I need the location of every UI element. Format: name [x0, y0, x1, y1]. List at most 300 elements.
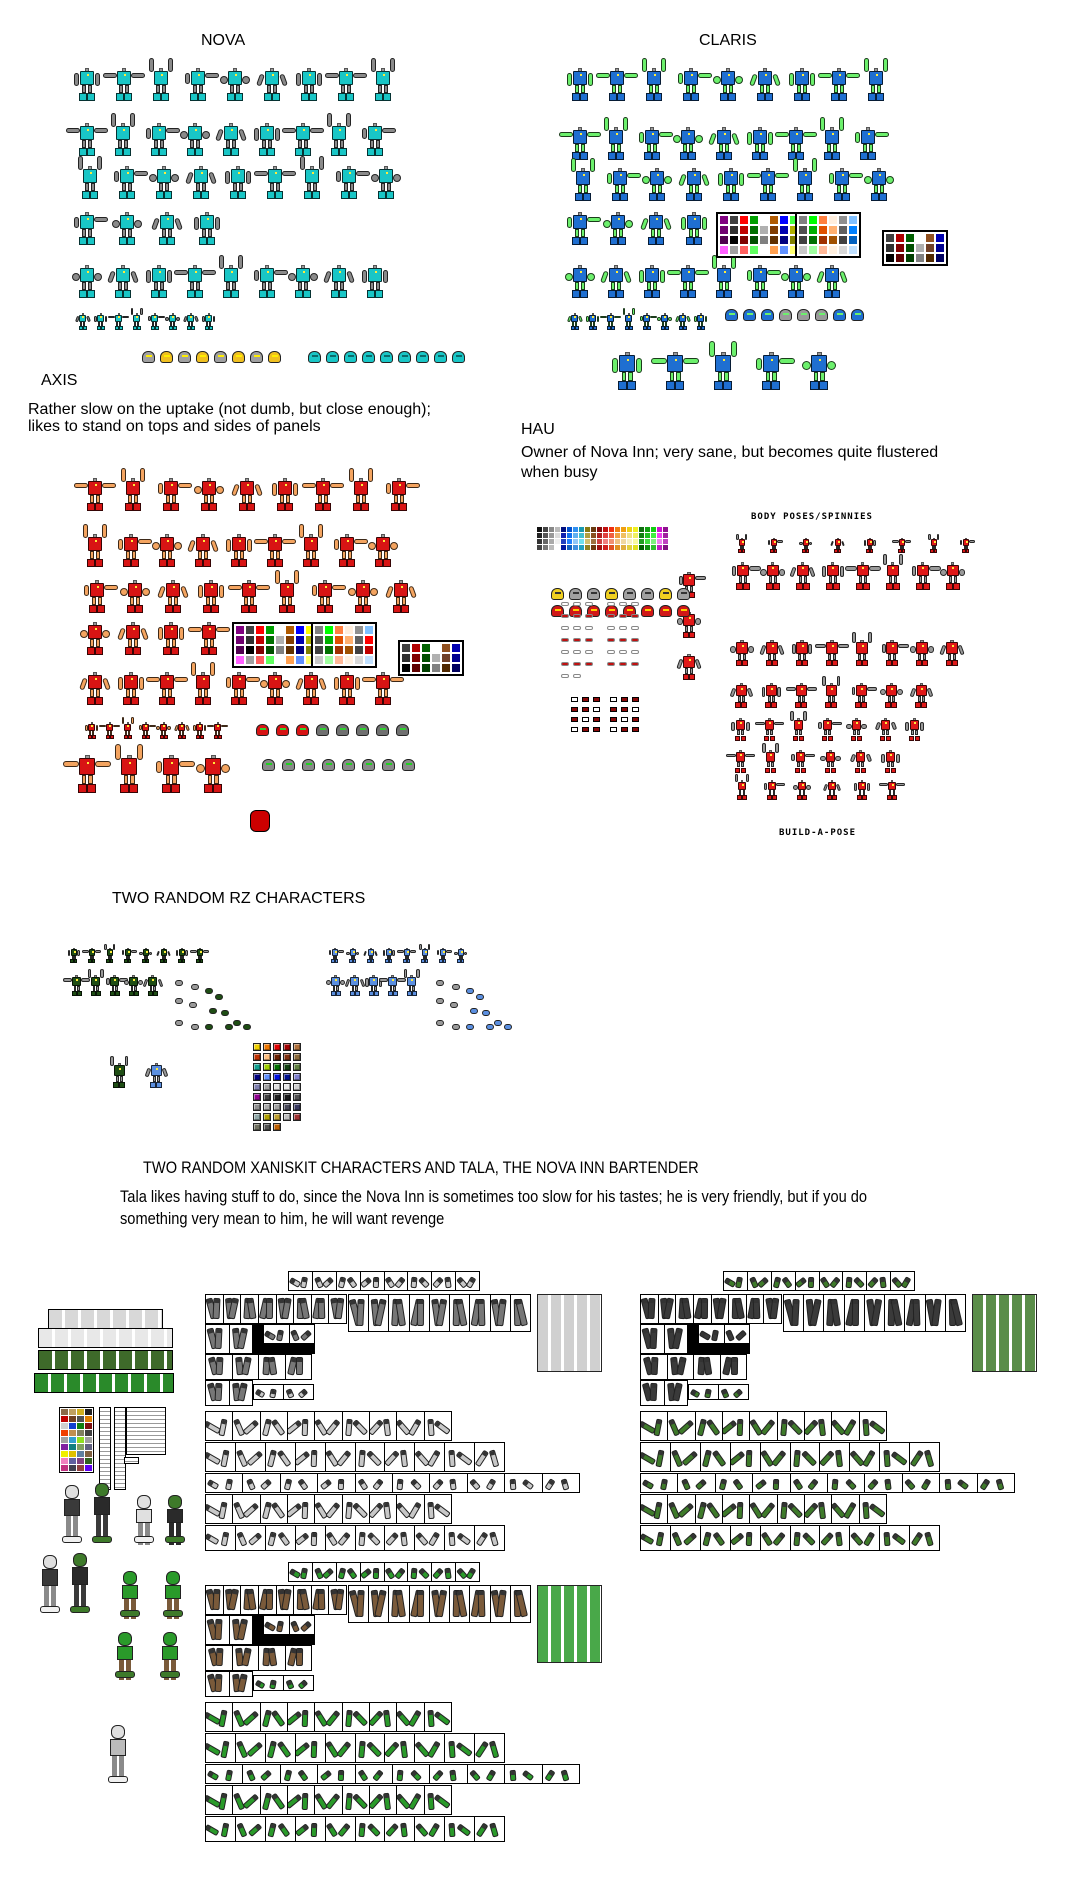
xaniskit-green-figure-alt	[165, 1495, 185, 1543]
sprite-cell	[284, 1676, 313, 1690]
sprite-cell	[791, 1526, 821, 1550]
color-swatch	[573, 545, 578, 550]
sprite-cell	[641, 1355, 668, 1379]
character-sprite	[180, 265, 210, 303]
xaniskit-white-sheet-arms-row-3	[205, 1473, 580, 1493]
color-swatch	[85, 1437, 92, 1443]
color-swatch	[906, 244, 914, 252]
character-sprite	[371, 166, 401, 204]
character-sprite	[641, 212, 671, 250]
xaniskit-white-sheet-feet-row	[253, 1384, 314, 1400]
character-sprite	[820, 750, 841, 777]
character-sprite	[730, 750, 751, 777]
xaniskit-white-sheet-arms-row-4	[205, 1494, 452, 1524]
hau-mask-sprite	[677, 588, 690, 600]
sprite-cell	[233, 1786, 260, 1814]
character-sprite	[823, 780, 841, 803]
axis-mask-sprite	[302, 759, 315, 771]
character-sprite	[346, 478, 376, 516]
character-sprite	[368, 68, 398, 106]
color-swatch	[69, 1430, 76, 1436]
color-swatch	[273, 1043, 281, 1051]
character-sprite	[673, 265, 703, 303]
character-sprite	[790, 562, 816, 594]
sprite-cell	[696, 1495, 723, 1523]
nova-title: NOVA	[201, 32, 246, 49]
color-swatch	[77, 1423, 84, 1429]
xaniskit-face-parts	[126, 1407, 166, 1455]
character-sprite	[156, 722, 171, 741]
rz-blue-part-sprite	[466, 988, 474, 994]
hau-head-sprite	[641, 605, 654, 617]
character-sprite	[294, 68, 324, 106]
color-swatch	[537, 539, 542, 544]
rz-blue-part-sprite	[476, 994, 484, 1000]
sprite-cell	[926, 1295, 946, 1331]
sprite-cell	[233, 1355, 260, 1379]
sprite-cell	[668, 1412, 695, 1440]
character-sprite	[332, 534, 362, 572]
sprite-cell	[349, 1295, 369, 1331]
color-swatch	[315, 626, 323, 634]
color-swatch	[809, 226, 817, 234]
color-swatch	[246, 636, 254, 644]
color-swatch	[886, 244, 894, 252]
nova-head-sprite	[452, 351, 465, 363]
color-swatch	[69, 1458, 76, 1464]
hau-eye-sprite	[585, 602, 593, 606]
hau-mouth-sprite	[632, 697, 639, 702]
color-swatch	[85, 1430, 92, 1436]
sprite-cell	[880, 1443, 910, 1471]
color-swatch	[273, 1083, 281, 1091]
axis-palette-3	[398, 640, 464, 676]
color-swatch	[639, 545, 644, 550]
color-swatch	[609, 545, 614, 550]
xaniskit-white-figure-2	[40, 1555, 60, 1613]
character-sprite	[72, 212, 102, 250]
hau-eye-sprite	[573, 626, 581, 630]
hau-head-sprite	[677, 605, 690, 617]
hau-eye-sprite	[607, 638, 615, 642]
color-swatch	[906, 234, 914, 242]
color-swatch	[585, 545, 590, 550]
sprite-cell	[389, 1586, 409, 1622]
xaniskit-mask-strip	[48, 1309, 163, 1329]
color-swatch	[253, 1083, 261, 1091]
sprite-cell	[778, 1412, 805, 1440]
sprite-cell	[230, 1672, 253, 1696]
sprite-cell	[206, 1495, 233, 1523]
color-swatch	[770, 216, 778, 224]
hau-mouth-sprite	[571, 697, 578, 702]
sprite-cell	[343, 1703, 370, 1731]
rz-green-part-sprite	[205, 988, 213, 994]
sprite-cell	[505, 1474, 542, 1492]
sprite-cell	[753, 1474, 790, 1492]
character-sprite	[105, 975, 125, 1000]
sprite-cell	[294, 1586, 312, 1614]
character-sprite	[875, 718, 896, 745]
character-sprite	[706, 352, 741, 396]
sprite-cell	[791, 1443, 821, 1471]
character-sprite	[827, 168, 857, 206]
character-sprite	[75, 166, 105, 204]
sprite-cell	[445, 1443, 475, 1471]
color-swatch	[585, 539, 590, 544]
sprite-cell	[721, 1355, 747, 1379]
color-swatch	[335, 646, 343, 654]
sprite-cell	[356, 1474, 393, 1492]
sprite-cell	[369, 1295, 389, 1331]
sprite-cell	[296, 1817, 326, 1841]
color-swatch	[770, 246, 778, 254]
sprite-cell	[432, 1272, 456, 1290]
character-sprite	[745, 127, 775, 165]
sprite-cell	[294, 1295, 312, 1323]
sprite-cell	[343, 1412, 370, 1440]
xaniskit-face-parts	[114, 1407, 126, 1490]
xaniskit-green-sheet-arms-row-4	[640, 1494, 887, 1524]
hau-eye-sprite	[619, 638, 627, 642]
sprite-cell	[641, 1381, 665, 1405]
color-swatch	[85, 1458, 92, 1464]
sprite-cell	[456, 1563, 479, 1581]
hau-mouth-sprite	[582, 707, 589, 712]
sprite-cell	[701, 1526, 731, 1550]
color-swatch	[819, 236, 827, 244]
color-swatch	[740, 216, 748, 224]
color-swatch	[886, 234, 894, 242]
color-swatch	[345, 646, 353, 654]
sprite-cell	[425, 1412, 451, 1440]
character-sprite	[677, 654, 701, 684]
color-swatch	[896, 254, 904, 262]
sprite-cell	[236, 1443, 266, 1471]
sprite-cell	[326, 1526, 356, 1550]
character-sprite	[152, 672, 182, 710]
color-swatch	[573, 527, 578, 532]
hau-eye-sprite	[561, 626, 569, 630]
character-sprite	[716, 168, 746, 206]
sprite-cell	[491, 1586, 511, 1622]
color-swatch	[597, 545, 602, 550]
color-swatch	[639, 539, 644, 544]
character-sprite	[386, 580, 416, 618]
character-sprite	[753, 168, 783, 206]
hau-eye-sprite	[573, 662, 581, 666]
character-sprite	[80, 478, 110, 516]
sprite-cell	[832, 1412, 859, 1440]
color-swatch	[750, 216, 758, 224]
color-swatch	[561, 539, 566, 544]
color-swatch	[263, 1043, 271, 1051]
sprite-cell	[264, 1325, 290, 1343]
sprite-cell	[393, 1474, 430, 1492]
sprite-cell	[206, 1672, 230, 1696]
sprite-cell	[312, 1295, 330, 1323]
color-swatch	[283, 1053, 291, 1061]
xaniskit-white-sheet-legs-row-2	[348, 1294, 531, 1332]
color-swatch	[936, 254, 944, 262]
character-sprite	[679, 212, 709, 250]
color-swatch	[355, 636, 363, 644]
hau-mouth-sprite	[571, 727, 578, 732]
color-swatch	[849, 236, 857, 244]
sprite-cell	[318, 1765, 355, 1783]
xaniskit-face-parts	[99, 1407, 111, 1490]
character-sprite	[194, 622, 224, 660]
color-swatch	[720, 216, 728, 224]
color-swatch	[849, 226, 857, 234]
character-sprite	[853, 780, 871, 803]
sprite-cell	[266, 1443, 296, 1471]
sprite-cell	[385, 1734, 415, 1762]
character-sprite	[730, 718, 751, 745]
rz-green-part-sprite	[191, 984, 199, 990]
color-swatch	[537, 545, 542, 550]
sprite-cell	[206, 1786, 233, 1814]
rz-blue-part-sprite	[470, 1008, 478, 1014]
character-sprite	[308, 478, 338, 516]
sprite-cell	[415, 1443, 445, 1471]
sprite-cell	[903, 1474, 940, 1492]
xaniskit-white-sheet-head-block	[537, 1294, 602, 1372]
sprite-cell	[750, 1412, 777, 1440]
xaniskit-palette	[59, 1407, 94, 1473]
sprite-cell	[470, 1586, 490, 1622]
character-sprite	[345, 975, 365, 1000]
color-swatch	[573, 533, 578, 538]
color-swatch	[663, 533, 668, 538]
character-sprite	[602, 68, 632, 106]
sprite-cell	[408, 1272, 432, 1290]
tala-sheet-legs-row-4	[263, 1615, 315, 1635]
sprite-cell	[230, 1325, 253, 1353]
hau-head-sprite	[659, 605, 672, 617]
sprite-cell	[288, 1495, 315, 1523]
sprite-cell	[543, 1765, 579, 1783]
sprite-cell	[850, 1443, 880, 1471]
nova-mask-sprite	[142, 351, 155, 363]
hau-eye-sprite	[607, 626, 615, 630]
sprite-cell	[233, 1412, 260, 1440]
color-swatch	[85, 1444, 92, 1450]
color-swatch	[283, 1063, 291, 1071]
color-swatch	[345, 656, 353, 664]
character-sprite	[257, 68, 287, 106]
hau-mouth-sprite	[593, 717, 600, 722]
color-swatch	[627, 533, 632, 538]
color-swatch	[730, 226, 738, 234]
color-swatch	[236, 626, 244, 634]
color-swatch	[432, 654, 440, 662]
color-swatch	[286, 636, 294, 644]
axis-head-sprite	[356, 724, 369, 736]
sprite-cell	[425, 1495, 451, 1523]
sprite-cell	[343, 1495, 370, 1523]
character-sprite	[637, 265, 667, 303]
sprite-cell	[415, 1817, 445, 1841]
sprite-cell	[296, 1526, 326, 1550]
xaniskit-white-sheet-legs-row-5	[205, 1354, 312, 1380]
color-swatch	[296, 656, 304, 664]
color-swatch	[273, 1113, 281, 1121]
color-swatch	[77, 1409, 84, 1415]
color-swatch	[591, 539, 596, 544]
axis-palette-1	[232, 622, 318, 668]
character-sprite	[790, 640, 814, 670]
character-sprite	[118, 478, 148, 516]
character-sprite	[220, 68, 250, 106]
tala-figure-4	[160, 1632, 180, 1678]
character-sprite	[80, 622, 110, 660]
color-swatch	[896, 244, 904, 252]
character-sprite	[149, 166, 179, 204]
sprite-cell	[719, 1385, 748, 1399]
color-swatch	[253, 1073, 261, 1081]
color-swatch	[555, 533, 560, 538]
axis-mask-sprite	[342, 759, 355, 771]
color-swatch	[286, 626, 294, 634]
character-sprite	[382, 948, 396, 965]
color-swatch	[780, 216, 788, 224]
color-swatch	[537, 533, 542, 538]
sprite-cell	[750, 1495, 777, 1523]
sprite-cell	[206, 1526, 236, 1550]
xaniskit-green-sheet-legs-row-5	[640, 1354, 747, 1380]
claris-head-sprite	[743, 309, 756, 321]
sprite-cell	[315, 1786, 342, 1814]
hau-eye-sprite	[631, 650, 639, 654]
sprite-cell	[729, 1295, 747, 1323]
sprite-cell	[281, 1765, 318, 1783]
sprite-cell	[393, 1765, 430, 1783]
character-sprite	[959, 538, 973, 555]
hau-eye-sprite	[631, 662, 639, 666]
sprite-cell	[206, 1443, 236, 1471]
sprite-cell	[747, 1295, 765, 1323]
color-swatch	[263, 1063, 271, 1071]
rz-green-part-sprite	[233, 1020, 241, 1026]
sprite-cell	[865, 1295, 885, 1331]
color-swatch	[442, 644, 450, 652]
axis-palette-2	[311, 622, 377, 668]
sprite-cell	[206, 1646, 233, 1670]
character-sprite	[679, 168, 709, 206]
sprite-cell	[475, 1817, 504, 1841]
sprite-cell	[349, 1586, 369, 1622]
character-sprite	[72, 265, 102, 303]
sprite-cell	[641, 1495, 668, 1523]
color-swatch	[286, 656, 294, 664]
nova-head-sprite	[416, 351, 429, 363]
sprite-cell	[850, 1526, 880, 1550]
color-swatch	[657, 539, 662, 544]
color-swatch	[293, 1063, 301, 1071]
color-swatch	[567, 533, 572, 538]
color-swatch	[77, 1465, 84, 1471]
sprite-cell	[397, 1412, 424, 1440]
character-sprite	[109, 68, 139, 106]
xaniskit-title: TWO RANDOM XANISKIT CHARACTERS AND TALA, THE NOVA INN BARTENDER	[143, 1158, 699, 1177]
sprite-cell	[206, 1381, 230, 1405]
color-swatch	[69, 1409, 76, 1415]
color-swatch	[256, 626, 264, 634]
sprite-cell	[415, 1734, 445, 1762]
sprite-cell	[885, 1295, 905, 1331]
character-sprite	[754, 352, 789, 396]
sprite-cell	[261, 1495, 288, 1523]
sprite-cell	[430, 1586, 450, 1622]
sprite-cell	[860, 1495, 886, 1523]
character-sprite	[565, 68, 595, 106]
hau-mouth-sprite	[593, 707, 600, 712]
color-swatch	[567, 545, 572, 550]
sprite-cell	[796, 1272, 820, 1290]
color-swatch	[926, 244, 934, 252]
hau-eye-sprite	[561, 662, 569, 666]
character-sprite	[348, 580, 378, 618]
sprite-cell	[410, 1295, 430, 1331]
character-sprite	[124, 975, 144, 1000]
color-swatch	[780, 246, 788, 254]
sprite-cell	[290, 1616, 315, 1634]
color-swatch	[621, 545, 626, 550]
sprite-cell	[329, 1295, 346, 1323]
color-swatch	[276, 656, 284, 664]
sprite-cell	[224, 1295, 242, 1323]
tala-sheet-arms-row-4	[205, 1785, 452, 1815]
sprite-cell	[206, 1355, 233, 1379]
sprite-cell	[356, 1526, 386, 1550]
xaniskit-description: Tala likes having stuff to do, since the Nova Inn is sometimes too slow for his tastes; he is very friendly, but if you do something very mean to him, he will want revenge	[120, 1187, 868, 1228]
sprite-cell	[356, 1817, 386, 1841]
color-swatch	[355, 646, 363, 654]
character-sprite	[853, 127, 883, 165]
character-sprite	[735, 538, 749, 555]
character-sprite	[861, 68, 891, 106]
sprite-cell	[389, 1295, 409, 1331]
hau-eye-sprite	[607, 602, 615, 606]
tala-sheet-head-block	[537, 1585, 602, 1663]
color-swatch	[236, 646, 244, 654]
color-swatch	[896, 234, 904, 242]
color-swatch	[730, 246, 738, 254]
xaniskit-green-sheet-arms-row-2	[640, 1442, 940, 1472]
sprite-cell	[233, 1703, 260, 1731]
sprite-cell	[356, 1443, 386, 1471]
rz-green-part-sprite	[243, 1024, 251, 1030]
sprite-cell	[778, 1495, 805, 1523]
sprite-cell	[712, 1295, 730, 1323]
character-sprite	[112, 755, 147, 799]
hau-mouth-sprite	[621, 727, 628, 732]
color-swatch	[579, 527, 584, 532]
character-sprite	[174, 722, 189, 741]
character-sprite	[196, 755, 231, 799]
color-swatch	[657, 545, 662, 550]
character-sprite	[820, 640, 844, 670]
hau-eye-sprite	[607, 614, 615, 618]
sprite-cell	[671, 1526, 701, 1550]
color-swatch	[839, 236, 847, 244]
axis-head-sprite	[316, 724, 329, 736]
character-sprite	[120, 722, 135, 741]
character-sprite	[138, 722, 153, 741]
rz-blue-part-sprite	[452, 984, 460, 990]
xaniskit-green-sheet-head-block	[972, 1294, 1037, 1372]
